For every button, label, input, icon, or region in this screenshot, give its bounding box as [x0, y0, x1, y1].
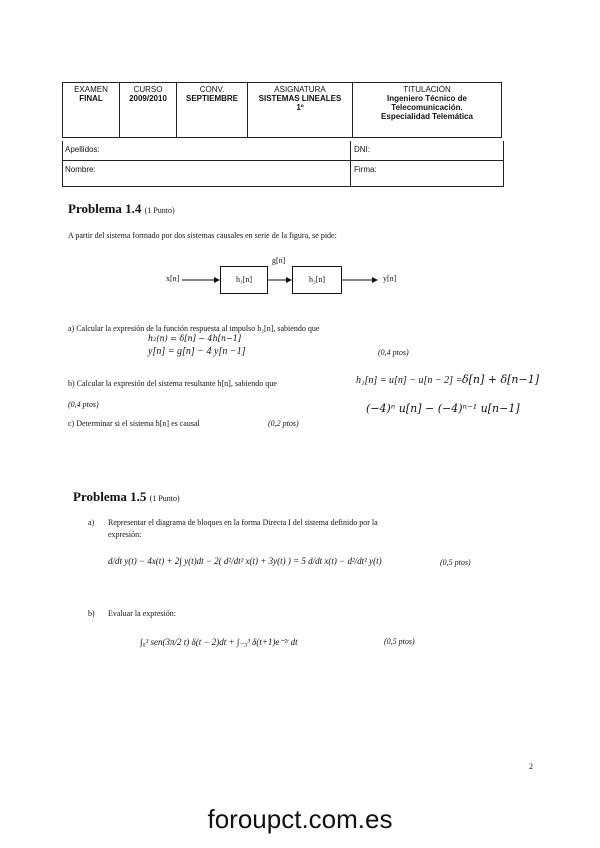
problem-1-4-title-text: Problema 1.4: [68, 201, 142, 216]
row-divider: [350, 141, 351, 160]
p15-a-points: (0,5 ptos): [440, 558, 471, 567]
conv-cell: [177, 83, 248, 138]
problem-1-4-intro: A partir del sistema formado por dos sistemas causales en serie de la figura, se pide:: [68, 231, 337, 240]
part-a-equation: y[n] = g[n] − 4 y[n −1]: [148, 346, 246, 357]
apellidos-row: [62, 141, 504, 161]
part-b-answer: (−4)ⁿ u[n] − (−4)ⁿ⁻¹ u[n−1]: [366, 402, 520, 415]
page-number: 2: [529, 762, 533, 771]
apellidos-label: Apellidos:: [65, 145, 100, 154]
part-b-handwritten: δ[n] + δ[n−1]: [462, 373, 540, 386]
titulacion-line1: Ingeniero Técnico de: [386, 94, 467, 103]
conv-label: CONV.: [199, 85, 225, 94]
part-a-handwritten: h₂(n) = δ[n] − 4h[n−1]: [148, 334, 241, 343]
diagram-middle-label: g[n]: [272, 256, 286, 265]
problem-1-5-title: [73, 489, 180, 505]
p15-a-text2: expresión:: [108, 530, 142, 539]
titulacion-line2: Telecomunicación.: [391, 103, 463, 112]
p15-b-label: b): [88, 609, 95, 618]
problem-1-5-points: (1 Punto): [149, 494, 180, 503]
p15-b-points: (0,5 ptos): [384, 637, 415, 646]
curso-label: CURSO: [133, 85, 163, 94]
nombre-label: Nombre:: [65, 165, 96, 174]
dni-label: DNI:: [354, 145, 370, 154]
diagram-output-label: y[n]: [383, 274, 397, 283]
nombre-row: [62, 161, 504, 187]
curso-cell: [120, 83, 177, 138]
conv-value: SEPTIEMBRE: [185, 94, 238, 103]
curso-value: 2009/2010: [129, 94, 167, 103]
asignatura-cell: [248, 83, 353, 138]
footer-watermark: foroupct.com.es: [207, 804, 393, 834]
p15-a-equation: d/dt y(t) − 4x(t) + 2∫ y(t)dt − 2( d²/dt² x(t) + 3y(t) ) = 5 d/dt x(t) − d²/dt² y(t): [108, 556, 382, 566]
p15-a-text1: Representar el diagrama de bloques en la forma Directa I del sistema definido por la: [108, 518, 378, 527]
titulacion-label: TITULACIÓN: [403, 85, 451, 94]
part-a-points: (0,4 ptos): [378, 348, 409, 357]
part-b-points: (0,4 ptos): [68, 400, 99, 409]
part-b-equation: h₁[n] = u[n] − u[n − 2] =: [356, 375, 463, 386]
examen-value: FINAL: [79, 94, 103, 103]
exam-header-table: [62, 82, 502, 138]
part-c-text: c) Determinar si el sistema h[n] es causal: [68, 419, 200, 428]
problem-1-4-points: (1 Punto): [144, 206, 175, 215]
examen-cell: [63, 83, 120, 138]
block-h2: h₂[n]: [292, 266, 342, 294]
asignatura-label: ASIGNATURA: [274, 85, 326, 94]
problem-1-4-title: [68, 201, 175, 217]
diagram-arrows: [182, 268, 392, 292]
part-b-text: b) Calcular la expresión del sistema resultante h[n], sabiendo que: [68, 379, 277, 388]
asignatura-value: SISTEMAS LINEALES: [258, 94, 342, 103]
block-h1: h₁[n]: [220, 266, 268, 294]
p15-b-text: Evaluar la expresión:: [108, 609, 176, 618]
asignatura-course: 1º: [296, 103, 304, 112]
part-a-text: a) Calcular la expresión de la función respuesta al impulso h₂[n], sabiendo que: [68, 324, 320, 333]
diagram-input-label: x[n]: [166, 274, 180, 283]
p15-b-equation: ∫₀³ sen(3π/2 t) δ(t − 2)dt + ∫₋₃³ δ(t+1)e⁻²ᵗ dt: [140, 637, 298, 647]
row-divider: [350, 161, 351, 186]
part-c-points: (0,2 ptos): [268, 419, 299, 428]
titulacion-cell: [353, 83, 502, 138]
p15-a-label: a): [88, 518, 95, 527]
titulacion-line3: Especialidad Telemática: [381, 112, 473, 121]
examen-label: EXAMEN: [74, 85, 108, 94]
problem-1-5-title-text: Problema 1.5: [73, 489, 147, 504]
firma-label: Firma:: [354, 165, 377, 174]
